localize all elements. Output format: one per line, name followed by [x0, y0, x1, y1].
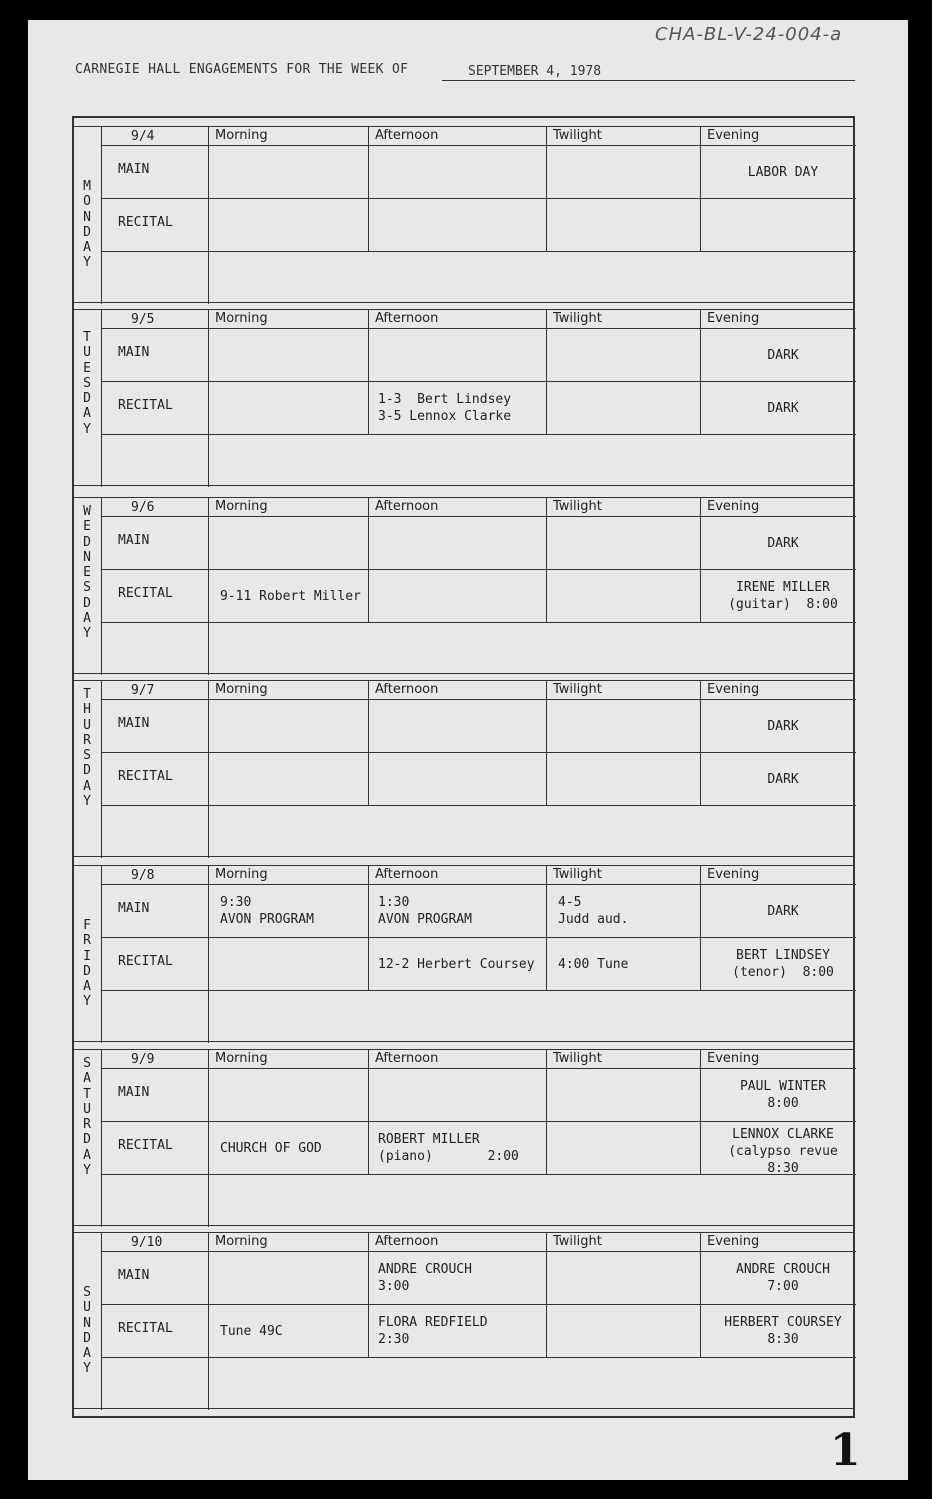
- row-label-recital: RECITAL: [118, 1321, 173, 1336]
- header-row-divider: [101, 884, 856, 885]
- recital-afternoon-entry: 12-2 Herbert Coursey: [378, 956, 535, 972]
- row-label-recital: RECITAL: [118, 398, 173, 413]
- day-column-divider: [101, 498, 102, 675]
- column-header-evening: Evening: [707, 311, 760, 326]
- main-evening-entry: LABOR DAY: [747, 164, 819, 180]
- day-date: 9/4: [131, 129, 155, 144]
- main-recital-divider: [101, 569, 856, 570]
- column-header-afternoon: Afternoon: [375, 128, 439, 143]
- recital-afternoon-entry: FLORA REDFIELD 2:30: [378, 1315, 488, 1347]
- column-divider: [208, 127, 209, 304]
- column-header-morning: Morning: [215, 682, 268, 697]
- day-name-vertical: M O N D A Y: [83, 179, 91, 271]
- column-divider: [208, 498, 209, 675]
- main-morning-entry: 9:30 AVON PROGRAM: [220, 895, 314, 927]
- main-evening-entry: DARK: [767, 718, 799, 734]
- row-label-recital: RECITAL: [118, 586, 173, 601]
- day-column-divider: [101, 1233, 102, 1410]
- column-divider: [546, 127, 547, 251]
- main-evening-entry: PAUL WINTER 8:00: [739, 1079, 827, 1111]
- day-block-wednesday: [72, 497, 855, 674]
- column-divider: [368, 681, 369, 805]
- column-divider: [546, 498, 547, 622]
- main-afternoon-entry: ANDRE CROUCH 3:00: [378, 1262, 472, 1294]
- day-block-thursday: [72, 680, 855, 857]
- column-divider: [700, 310, 701, 434]
- column-header-twilight: Twilight: [553, 682, 602, 697]
- row-label-recital: RECITAL: [118, 769, 173, 784]
- week-underline: [442, 80, 855, 81]
- day-block-saturday: [72, 1049, 855, 1226]
- column-header-twilight: Twilight: [553, 128, 602, 143]
- day-column-divider: [101, 310, 102, 487]
- main-twilight-entry: 4-5 Judd aud.: [558, 895, 629, 927]
- row-label-main: MAIN: [118, 716, 150, 731]
- recital-afternoon-entry: 1-3 Bert Lindsey 3-5 Lennox Clarke: [378, 392, 512, 424]
- column-divider: [546, 681, 547, 805]
- column-divider: [208, 866, 209, 1043]
- day-block-friday: [72, 865, 855, 1042]
- column-divider: [208, 681, 209, 858]
- day-column-divider: [101, 127, 102, 304]
- row-label-recital: RECITAL: [118, 215, 173, 230]
- day-column-divider: [101, 681, 102, 858]
- header-row-divider: [101, 328, 856, 329]
- column-header-evening: Evening: [707, 499, 760, 514]
- row-label-main: MAIN: [118, 345, 150, 360]
- column-header-morning: Morning: [215, 1051, 268, 1066]
- day-name-vertical: S A T U R D A Y: [83, 1056, 91, 1179]
- recital-morning-entry: 9-11 Robert Miller: [220, 588, 361, 604]
- day-date: 9/5: [131, 312, 155, 327]
- column-header-morning: Morning: [215, 1234, 268, 1249]
- recital-evening-entry: BERT LINDSEY (tenor) 8:00: [732, 948, 834, 980]
- week-of-date: SEPTEMBER 4, 1978: [468, 64, 602, 79]
- main-recital-divider: [101, 1304, 856, 1305]
- column-header-afternoon: Afternoon: [375, 499, 439, 514]
- archive-id: CHA-BL-V-24-004-a: [655, 24, 843, 45]
- header-row-divider: [101, 516, 856, 517]
- recital-blank-divider: [101, 990, 856, 991]
- column-divider: [368, 127, 369, 251]
- row-label-main: MAIN: [118, 1085, 150, 1100]
- row-label-main: MAIN: [118, 1268, 150, 1283]
- column-divider: [368, 310, 369, 434]
- column-divider: [546, 866, 547, 990]
- column-header-twilight: Twilight: [553, 867, 602, 882]
- column-divider: [368, 498, 369, 622]
- main-evening-entry: DARK: [767, 535, 799, 551]
- column-header-morning: Morning: [215, 311, 268, 326]
- day-block-monday: [72, 126, 855, 303]
- day-name-vertical: T U E S D A Y: [83, 330, 91, 437]
- day-block-sunday: [72, 1232, 855, 1409]
- column-divider: [546, 1233, 547, 1357]
- page-number: 1: [830, 1425, 861, 1476]
- document-title: CARNEGIE HALL ENGAGEMENTS FOR THE WEEK OF: [75, 62, 409, 77]
- column-divider: [208, 1233, 209, 1410]
- main-recital-divider: [101, 752, 856, 753]
- recital-morning-entry: Tune 49C: [220, 1323, 283, 1339]
- row-label-main: MAIN: [118, 901, 150, 916]
- day-date: 9/8: [131, 868, 155, 883]
- column-divider: [208, 1050, 209, 1227]
- row-label-main: MAIN: [118, 162, 150, 177]
- column-divider: [700, 498, 701, 622]
- main-recital-divider: [101, 937, 856, 938]
- recital-twilight-entry: 4:00 Tune: [558, 956, 629, 972]
- header-row-divider: [101, 1251, 856, 1252]
- recital-blank-divider: [101, 805, 856, 806]
- column-header-afternoon: Afternoon: [375, 311, 439, 326]
- column-divider: [208, 310, 209, 487]
- column-divider: [700, 1050, 701, 1174]
- day-date: 9/6: [131, 500, 155, 515]
- column-header-evening: Evening: [707, 1051, 760, 1066]
- row-label-main: MAIN: [118, 533, 150, 548]
- day-date: 9/9: [131, 1052, 155, 1067]
- column-header-evening: Evening: [707, 867, 760, 882]
- main-afternoon-entry: 1:30 AVON PROGRAM: [378, 895, 472, 927]
- day-column-divider: [101, 1050, 102, 1227]
- main-recital-divider: [101, 198, 856, 199]
- column-header-twilight: Twilight: [553, 1234, 602, 1249]
- column-header-evening: Evening: [707, 128, 760, 143]
- column-header-evening: Evening: [707, 1234, 760, 1249]
- column-divider: [700, 681, 701, 805]
- day-date: 9/10: [131, 1235, 163, 1250]
- column-header-twilight: Twilight: [553, 499, 602, 514]
- row-label-recital: RECITAL: [118, 954, 173, 969]
- day-date: 9/7: [131, 683, 155, 698]
- header-row-divider: [101, 699, 856, 700]
- column-divider: [700, 1233, 701, 1357]
- column-header-twilight: Twilight: [553, 1051, 602, 1066]
- header-row-divider: [101, 1068, 856, 1069]
- column-divider: [700, 866, 701, 990]
- day-name-vertical: T H U R S D A Y: [83, 687, 91, 810]
- column-divider: [368, 1050, 369, 1174]
- recital-blank-divider: [101, 434, 856, 435]
- column-header-afternoon: Afternoon: [375, 682, 439, 697]
- day-block-tuesday: [72, 309, 855, 486]
- column-header-afternoon: Afternoon: [375, 1051, 439, 1066]
- day-column-divider: [101, 866, 102, 1043]
- column-divider: [368, 1233, 369, 1357]
- column-divider: [368, 866, 369, 990]
- column-divider: [546, 1050, 547, 1174]
- column-header-twilight: Twilight: [553, 311, 602, 326]
- column-header-morning: Morning: [215, 867, 268, 882]
- row-label-recital: RECITAL: [118, 1138, 173, 1153]
- column-header-morning: Morning: [215, 128, 268, 143]
- recital-evening-entry: IRENE MILLER (guitar) 8:00: [728, 580, 838, 612]
- main-recital-divider: [101, 381, 856, 382]
- day-name-vertical: F R I D A Y: [83, 918, 91, 1010]
- recital-evening-entry: HERBERT COURSEY 8:30: [724, 1315, 842, 1347]
- header-row-divider: [101, 145, 856, 146]
- recital-blank-divider: [101, 622, 856, 623]
- recital-blank-divider: [101, 251, 856, 252]
- recital-morning-entry: CHURCH OF GOD: [220, 1140, 322, 1156]
- column-header-afternoon: Afternoon: [375, 867, 439, 882]
- main-evening-entry: ANDRE CROUCH 7:00: [736, 1262, 830, 1294]
- main-evening-entry: DARK: [767, 903, 799, 919]
- recital-blank-divider: [101, 1357, 856, 1358]
- main-evening-entry: DARK: [767, 347, 799, 363]
- day-name-vertical: W E D N E S D A Y: [83, 504, 91, 642]
- recital-evening-entry: LENNOX CLARKE (calypso revue 8:30: [728, 1127, 838, 1176]
- column-divider: [700, 127, 701, 251]
- recital-evening-entry: DARK: [767, 400, 799, 416]
- column-divider: [546, 310, 547, 434]
- main-recital-divider: [101, 1121, 856, 1122]
- column-header-evening: Evening: [707, 682, 760, 697]
- day-name-vertical: S U N D A Y: [83, 1285, 91, 1377]
- column-header-afternoon: Afternoon: [375, 1234, 439, 1249]
- column-header-morning: Morning: [215, 499, 268, 514]
- recital-afternoon-entry: ROBERT MILLER (piano) 2:00: [378, 1132, 519, 1164]
- recital-evening-entry: DARK: [767, 771, 799, 787]
